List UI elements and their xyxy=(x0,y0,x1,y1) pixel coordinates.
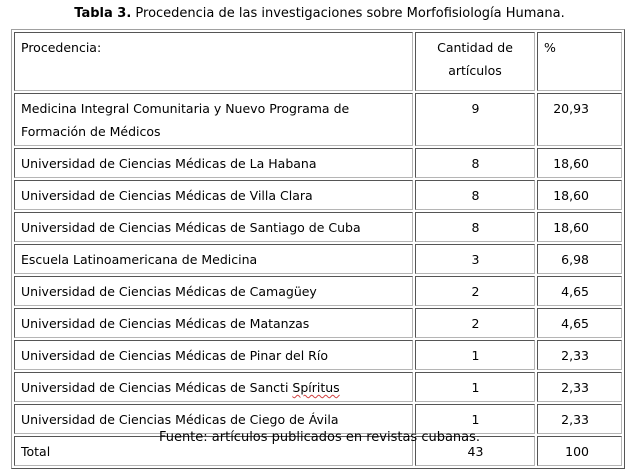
table-row xyxy=(14,276,622,306)
cell-cantidad: 9 xyxy=(415,93,535,146)
cell-procedencia xyxy=(14,372,413,402)
table-caption xyxy=(0,5,639,23)
table-row xyxy=(14,93,622,146)
cell-porcentaje: 4,65 xyxy=(537,308,622,338)
cell-procedencia: Escuela Latinoamericana de Medicina xyxy=(14,244,413,274)
table-caption-label: Tabla 3. xyxy=(74,6,132,21)
total-label: Total xyxy=(14,436,413,466)
table-row xyxy=(14,180,622,210)
cell-cantidad: 8 xyxy=(415,212,535,242)
origin-table xyxy=(11,29,625,469)
header-cantidad: Cantidad de artículos xyxy=(415,32,535,91)
cell-porcentaje: 2,33 xyxy=(537,372,622,402)
cell-cantidad: 2 xyxy=(415,276,535,306)
cell-porcentaje: 18,60 xyxy=(537,148,622,178)
cell-porcentaje: 4,65 xyxy=(537,276,622,306)
table-row xyxy=(14,372,622,402)
spellcheck-marked-word: Spíritus xyxy=(292,380,340,395)
table-row xyxy=(14,212,622,242)
cell-procedencia: Medicina Integral Comunitaria y Nuevo Programa de Formación de Médicos xyxy=(14,93,413,146)
cell-porcentaje: 6,98 xyxy=(537,244,622,274)
cell-porcentaje: 2,33 xyxy=(537,404,622,434)
total-cantidad: 43 xyxy=(415,436,535,466)
cell-procedencia: Universidad de Ciencias Médicas de Villa Clara xyxy=(14,180,413,210)
table-row xyxy=(14,308,622,338)
cell-procedencia: Universidad de Ciencias Médicas de Matanzas xyxy=(14,308,413,338)
header-porcentaje: % xyxy=(537,32,622,91)
cell-procedencia: Universidad de Ciencias Médicas de Pinar del Río xyxy=(14,340,413,370)
cell-procedencia: Universidad de Ciencias Médicas de Ciego de Ávila xyxy=(14,404,413,434)
cell-procedencia: Universidad de Ciencias Médicas de Santiago de Cuba xyxy=(14,212,413,242)
table-header-row xyxy=(14,32,622,91)
table-row xyxy=(14,148,622,178)
cell-cantidad: 8 xyxy=(415,180,535,210)
cell-procedencia: Universidad de Ciencias Médicas de La Habana xyxy=(14,148,413,178)
cell-procedencia: Universidad de Ciencias Médicas de Camagüey xyxy=(14,276,413,306)
cell-cantidad: 1 xyxy=(415,340,535,370)
cell-cantidad: 1 xyxy=(415,404,535,434)
cell-porcentaje: 18,60 xyxy=(537,212,622,242)
table-row xyxy=(14,340,622,370)
table-row xyxy=(14,244,622,274)
table-caption-text: Procedencia de las investigaciones sobre Morfofisiología Humana. xyxy=(131,6,565,21)
cell-cantidad: 2 xyxy=(415,308,535,338)
total-porcentaje: 100 xyxy=(537,436,622,466)
cell-cantidad: 1 xyxy=(415,372,535,402)
cell-cantidad: 8 xyxy=(415,148,535,178)
cell-procedencia-prefix: Universidad de Ciencias Médicas de Sancti xyxy=(21,380,293,395)
header-procedencia: Procedencia: xyxy=(14,32,413,91)
source-note: Fuente: artículos publicados en revistas cubanas. xyxy=(158,430,481,445)
cell-porcentaje: 20,93 xyxy=(537,93,622,146)
cell-porcentaje: 18,60 xyxy=(537,180,622,210)
cell-porcentaje: 2,33 xyxy=(537,340,622,370)
cell-cantidad: 3 xyxy=(415,244,535,274)
